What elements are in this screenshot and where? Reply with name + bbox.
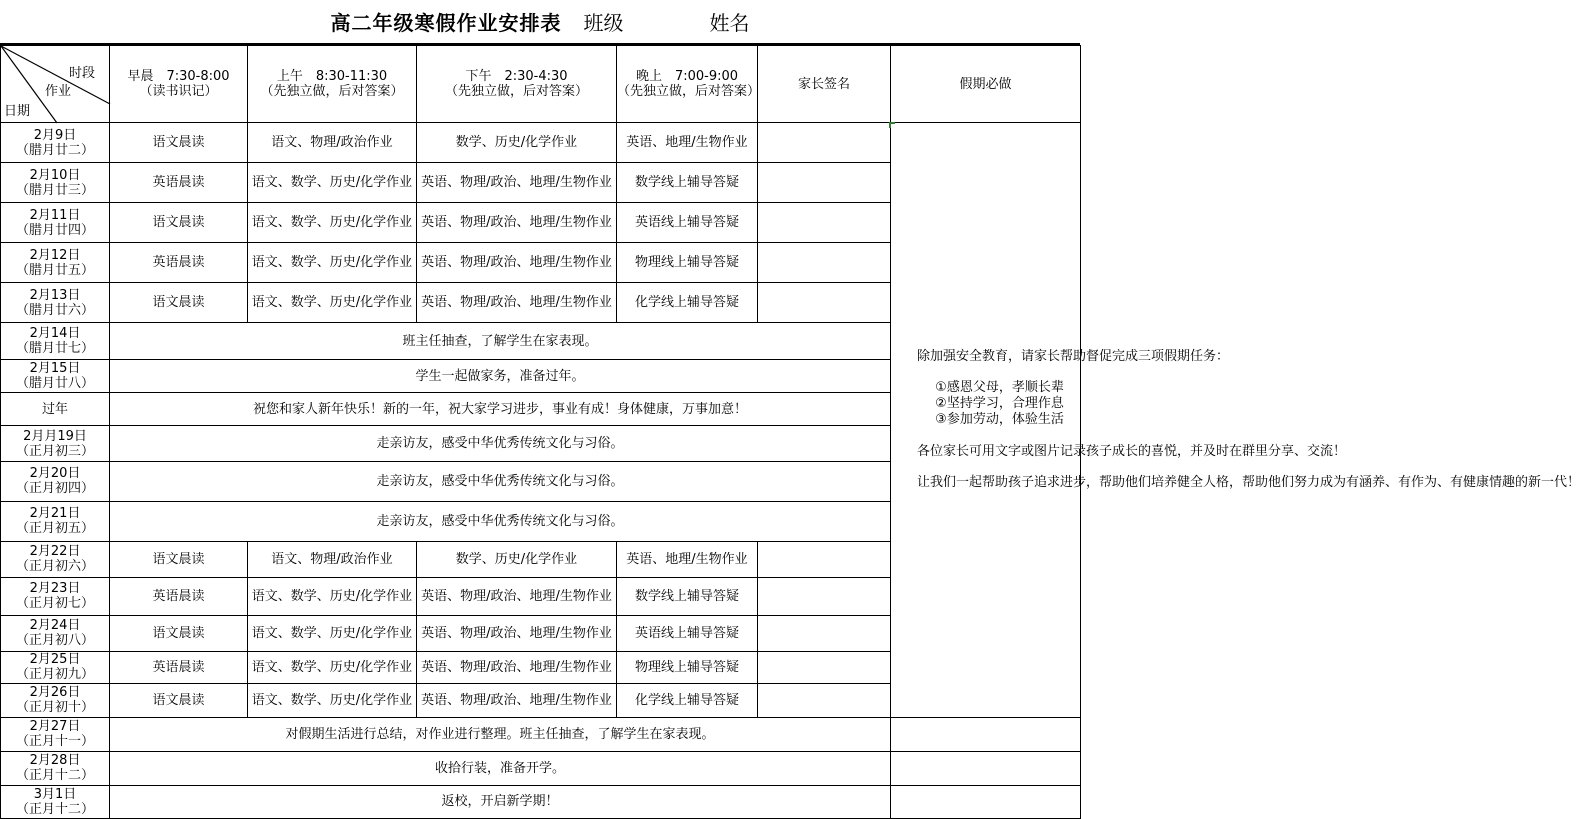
lunar-date-label: （腊月廿五） [15, 262, 94, 278]
note-task-item: ①感恩父母，孝顺长辈 [935, 380, 1064, 396]
date-label: 2月10日 [29, 167, 81, 183]
am-task-cell: 语文、数学、历史/化学作业 [248, 243, 417, 283]
evening-task-cell: 数学线上辅导答疑 [617, 577, 758, 615]
evening-task-cell: 化学线上辅导答疑 [617, 283, 758, 323]
day-activity-cell: 走亲访友，感受中华优秀传统文化与习俗。 [110, 501, 891, 541]
parent-sign-cell[interactable] [758, 163, 891, 203]
date-label: 2月11日 [29, 207, 81, 223]
pm-task-cell: 数学、历史/化学作业 [417, 123, 617, 163]
evening-task-cell: 英语线上辅导答疑 [617, 203, 758, 243]
lunar-date-label: （正月初六） [15, 559, 94, 575]
date-cell [1, 651, 110, 683]
date-cell [1, 541, 110, 577]
empty-note-cell [891, 751, 1081, 785]
date-cell [1, 501, 110, 541]
name-label: 姓名 [709, 11, 750, 35]
morning-task-cell: 语文晨读 [110, 683, 248, 717]
header-pm [417, 46, 617, 123]
pm-task-cell: 英语、物理/政治、地理/生物作业 [417, 615, 617, 651]
header-am [248, 46, 417, 123]
day-activity-cell: 祝您和家人新年快乐！新的一年，祝大家学习进步，事业有成！身体健康，万事加意！ [110, 393, 891, 426]
date-cell [1, 203, 110, 243]
parent-sign-cell[interactable] [758, 651, 891, 683]
pm-task-cell: 英语、物理/政治、地理/生物作业 [417, 683, 617, 717]
date-label: 2月28日 [29, 753, 81, 769]
day-activity-cell: 走亲访友，感受中华优秀传统文化与习俗。 [110, 426, 891, 462]
am-task-cell: 语文、数学、历史/化学作业 [248, 615, 417, 651]
lunar-date-label: （腊月廿二） [15, 142, 94, 158]
table-row [1, 123, 1081, 163]
parent-sign-cell[interactable] [758, 615, 891, 651]
morning-task-cell: 语文晨读 [110, 283, 248, 323]
header-morning-note: （读书识记） [139, 84, 218, 100]
date-label: 2月月19日 [23, 428, 87, 444]
date-cell [1, 123, 110, 163]
lunar-date-label: （正月初九） [15, 667, 94, 683]
date-label: 2月27日 [29, 719, 81, 735]
corner-time-label: 时段 [68, 66, 95, 81]
date-cell [1, 360, 110, 393]
parent-sign-cell[interactable] [758, 541, 891, 577]
header-evening [617, 46, 761, 123]
lunar-date-label: （正月初七） [15, 596, 94, 612]
header-pm-time: 下午 2:30-4:30 [465, 69, 568, 85]
date-label: 2月22日 [29, 544, 81, 560]
date-label: 2月12日 [29, 247, 81, 263]
evening-task-cell: 英语、地理/生物作业 [617, 123, 758, 163]
table-row [1, 751, 1081, 785]
day-activity-cell: 返校，开启新学期！ [110, 785, 891, 818]
am-task-cell: 语文、数学、历史/化学作业 [248, 163, 417, 203]
must-do-note-cell [891, 123, 1580, 718]
header-evening-note: （先独立做，后对答案） [617, 84, 761, 100]
morning-task-cell: 英语晨读 [110, 243, 248, 283]
lunar-date-label: （腊月廿六） [15, 302, 94, 318]
header-am-note: （先独立做，后对答案） [260, 84, 404, 100]
date-cell [1, 323, 110, 360]
morning-task-cell: 语文晨读 [110, 615, 248, 651]
title-bar [0, 0, 1080, 45]
am-task-cell: 语文、物理/政治作业 [248, 541, 417, 577]
lunar-date-label: （正月初八） [15, 633, 94, 649]
morning-task-cell: 语文晨读 [110, 123, 248, 163]
evening-task-cell: 英语、地理/生物作业 [617, 541, 758, 577]
lunar-date-label: （腊月廿四） [15, 222, 94, 238]
date-cell [1, 615, 110, 651]
date-label: 2月20日 [29, 466, 81, 482]
am-task-cell: 语文、物理/政治作业 [248, 123, 417, 163]
lunar-date-label: （正月初四） [15, 481, 94, 497]
morning-task-cell: 语文晨读 [110, 203, 248, 243]
header-must-do: 假期必做 [891, 46, 1081, 123]
lunar-date-label: （腊月廿七） [15, 341, 94, 357]
date-cell [1, 577, 110, 615]
date-cell [1, 751, 110, 785]
parent-sign-cell[interactable] [758, 683, 891, 717]
parent-sign-cell[interactable] [758, 243, 891, 283]
am-task-cell: 语文、数学、历史/化学作业 [248, 203, 417, 243]
date-cell [1, 462, 110, 501]
cell-marker [889, 122, 895, 128]
evening-task-cell: 数学线上辅导答疑 [617, 163, 758, 203]
date-cell [1, 785, 110, 818]
note-closing: 让我们一起帮助孩子追求进步，帮助他们培养健全人格，帮助他们努力成为有涵养、有作为、有健康情趣的新一代！ [917, 475, 1580, 491]
date-label: 2月26日 [29, 685, 81, 701]
empty-note-cell [891, 785, 1081, 818]
note-intro: 除加强安全教育，请家长帮助督促完成三项假期任务： [917, 349, 1230, 365]
header-parent-sign: 家长签名 [758, 46, 891, 123]
pm-task-cell: 英语、物理/政治、地理/生物作业 [417, 243, 617, 283]
evening-task-cell: 物理线上辅导答疑 [617, 651, 758, 683]
lunar-date-label: （正月十二） [15, 801, 94, 817]
header-pm-note: （先独立做，后对答案） [444, 84, 588, 100]
date-label: 2月15日 [29, 361, 81, 377]
sheet-title: 高二年级寒假作业安排表 [330, 11, 562, 35]
table-row [1, 785, 1081, 818]
am-task-cell: 语文、数学、历史/化学作业 [248, 683, 417, 717]
class-label: 班级 [583, 11, 624, 35]
date-label: 3月1日 [33, 786, 77, 802]
date-label: 2月13日 [29, 287, 81, 303]
am-task-cell: 语文、数学、历史/化学作业 [248, 283, 417, 323]
morning-task-cell: 语文晨读 [110, 541, 248, 577]
day-activity-cell: 走亲访友，感受中华优秀传统文化与习俗。 [110, 462, 891, 501]
morning-task-cell: 英语晨读 [110, 163, 248, 203]
note-record: 各位家长可用文字或图片记录孩子成长的喜悦，并及时在群里分享、交流！ [917, 444, 1347, 460]
morning-task-cell: 英语晨读 [110, 651, 248, 683]
am-task-cell: 语文、数学、历史/化学作业 [248, 577, 417, 615]
lunar-date-label: （正月初十） [15, 700, 94, 716]
empty-note-cell [891, 717, 1081, 751]
table-row [1, 717, 1081, 751]
pm-task-cell: 英语、物理/政治、地理/生物作业 [417, 283, 617, 323]
note-task-list [891, 380, 1080, 428]
schedule-table [0, 45, 1580, 819]
morning-task-cell: 英语晨读 [110, 577, 248, 615]
date-label: 2月21日 [29, 506, 81, 522]
evening-task-cell: 化学线上辅导答疑 [617, 683, 758, 717]
lunar-date-label: （正月初三） [15, 443, 94, 459]
pm-task-cell: 数学、历史/化学作业 [417, 541, 617, 577]
day-activity-cell: 学生一起做家务，准备过年。 [110, 360, 891, 393]
date-cell [1, 283, 110, 323]
header-morning [110, 46, 248, 123]
header-row [1, 46, 1081, 123]
day-activity-cell: 对假期生活进行总结，对作业进行整理。班主任抽查，了解学生在家表现。 [110, 717, 891, 751]
day-activity-cell: 收拾行装，准备开学。 [110, 751, 891, 785]
lunar-date-label: （正月十二） [15, 768, 94, 784]
am-task-cell: 语文、数学、历史/化学作业 [248, 651, 417, 683]
evening-task-cell: 英语线上辅导答疑 [617, 615, 758, 651]
date-label: 2月24日 [29, 618, 81, 634]
lunar-date-label: （腊月廿八） [15, 376, 94, 392]
note-task-item: ②坚持学习，合理作息 [935, 396, 1064, 412]
date-cell [1, 683, 110, 717]
header-am-time: 上午 8:30-11:30 [276, 69, 388, 85]
evening-task-cell: 物理线上辅导答疑 [617, 243, 758, 283]
lunar-date-label: （正月十一） [15, 734, 94, 750]
lunar-date-label: （腊月廿三） [15, 182, 94, 198]
date-cell [1, 426, 110, 462]
date-label: 2月9日 [33, 127, 77, 143]
day-activity-cell: 班主任抽查，了解学生在家表现。 [110, 323, 891, 360]
date-label: 2月25日 [29, 652, 81, 668]
date-label: 2月14日 [29, 326, 81, 342]
corner-cell [1, 46, 110, 123]
pm-task-cell: 英语、物理/政治、地理/生物作业 [417, 203, 617, 243]
parent-sign-cell[interactable] [758, 123, 891, 163]
parent-sign-cell[interactable] [758, 283, 891, 323]
date-cell [1, 393, 110, 426]
date-label: 过年 [41, 401, 68, 417]
header-evening-time: 晚上 7:00-9:00 [635, 69, 739, 85]
header-morning-time: 早晨 7:30-8:00 [127, 69, 230, 85]
parent-sign-cell[interactable] [758, 577, 891, 615]
date-label: 2月23日 [29, 581, 81, 597]
lunar-date-label: （正月初五） [15, 521, 94, 537]
pm-task-cell: 英语、物理/政治、地理/生物作业 [417, 577, 617, 615]
date-cell [1, 717, 110, 751]
date-cell [1, 243, 110, 283]
pm-task-cell: 英语、物理/政治、地理/生物作业 [417, 651, 617, 683]
parent-sign-cell[interactable] [758, 203, 891, 243]
corner-homework-label: 作业 [45, 84, 72, 99]
date-cell [1, 163, 110, 203]
pm-task-cell: 英语、物理/政治、地理/生物作业 [417, 163, 617, 203]
corner-date-label: 日期 [4, 104, 31, 119]
note-task-item: ③参加劳动，体验生活 [935, 412, 1064, 428]
